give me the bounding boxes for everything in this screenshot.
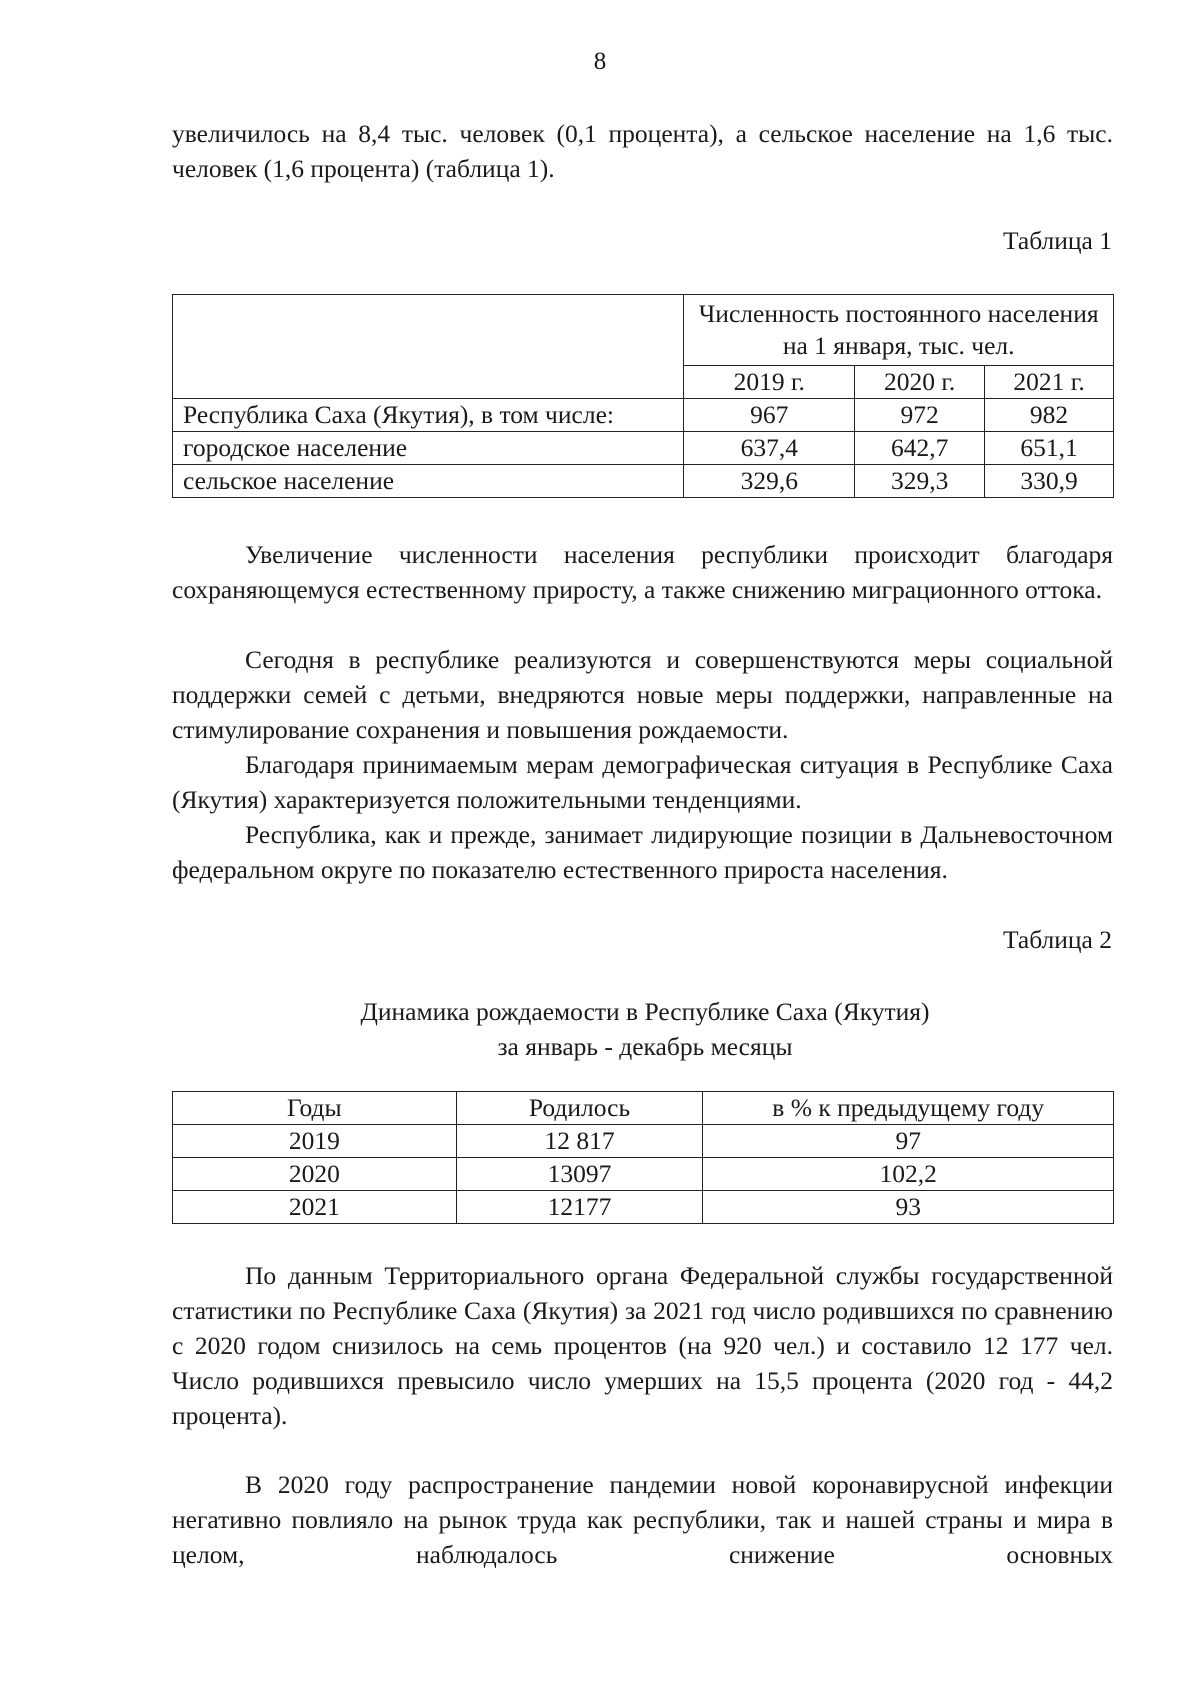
intro-paragraph: увеличилось на 8,4 тыс. человек (0,1 процента), а сельское население на 1,6 тыс. человек (1,6 процента) (таблица 1).: [172, 119, 1113, 183]
population-table: [172, 294, 1114, 498]
table2-caption: Таблица 2: [1002, 925, 1112, 954]
header-years: Годы: [173, 1092, 457, 1125]
table-header-row: [173, 1092, 1114, 1125]
header-born: Родилось: [456, 1092, 703, 1125]
cell-value: 651,1: [985, 432, 1114, 465]
cell-value: 329,6: [684, 465, 855, 498]
cell-born: 12177: [456, 1191, 703, 1224]
paragraph-pandemic: В 2020 году распространение пандемии новой коронавирусной инфекции негативно повлияло на рынок труда как республики, так и нашей страны и мира в целом, наблюдалось снижение основных: [172, 1470, 1113, 1569]
cell-percent: 93: [703, 1191, 1114, 1224]
table-header-row: [173, 295, 1114, 366]
cell-value: 329,3: [855, 465, 985, 498]
birth-rate-table: [172, 1091, 1114, 1224]
cell-value: 330,9: [985, 465, 1114, 498]
cell-year: 2020: [173, 1158, 457, 1191]
table-group-header: Численность постоянного населения на 1 января, тыс. чел.: [684, 295, 1114, 366]
year-header-2020: 2020 г.: [855, 366, 985, 399]
table-empty-header-cell: [173, 295, 684, 399]
cell-value: 972: [855, 399, 985, 432]
year-header-2019: 2019 г.: [684, 366, 855, 399]
cell-value: 642,7: [855, 432, 985, 465]
table2-title: Динамика рождаемости в Республике Саха (Якутия): [360, 997, 930, 1026]
row-label: сельское население: [173, 465, 684, 498]
year-header-2021: 2021 г.: [985, 366, 1114, 399]
paragraph-statistics: По данным Территориального органа Федеральной службы государственной статистики по Республике Саха (Якутия) за 2021 год число родившихся по сравнению с 2020 годом снизилось на семь процентов (на 920 чел.) и составило 12 177 чел. Число родившихся превысило число умерших на 15,5 процента (2020 год - 44,2 процента).: [172, 1261, 1113, 1430]
table-row: [173, 1191, 1114, 1224]
cell-born: 13097: [456, 1158, 703, 1191]
row-label: Республика Саха (Якутия), в том числе:: [173, 399, 684, 432]
cell-value: 637,4: [684, 432, 855, 465]
cell-percent: 102,2: [703, 1158, 1114, 1191]
header-percent: в % к предыдущему году: [703, 1092, 1114, 1125]
table2-subtitle: за январь - декабрь месяцы: [497, 1032, 793, 1061]
table1-caption: Таблица 1: [1002, 226, 1112, 255]
table-row: [173, 1158, 1114, 1191]
cell-value: 982: [985, 399, 1114, 432]
table-row: [173, 1125, 1114, 1158]
cell-year: 2021: [173, 1191, 457, 1224]
page-number: 8: [593, 48, 607, 75]
paragraph-situation: Благодаря принимаемым мерам демографическая ситуация в Республике Саха (Якутия) характеризуется положительными тенденциями.: [172, 750, 1113, 814]
paragraph-leadership: Республика, как и прежде, занимает лидирующие позиции в Дальневосточном федеральном округе по показателю естественного прироста населения.: [172, 820, 1113, 884]
cell-value: 967: [684, 399, 855, 432]
table-row: [173, 399, 1114, 432]
table-row: [173, 432, 1114, 465]
cell-born: 12 817: [456, 1125, 703, 1158]
cell-year: 2019: [173, 1125, 457, 1158]
row-label: городское население: [173, 432, 684, 465]
cell-percent: 97: [703, 1125, 1114, 1158]
table-row: [173, 465, 1114, 498]
paragraph-growth: Увеличение численности населения республики происходит благодаря сохраняющемуся естественному приросту, а также снижению миграционного оттока.: [172, 540, 1113, 604]
paragraph-support: Сегодня в республике реализуются и совершенствуются меры социальной поддержки семей с детьми, внедряются новые меры поддержки, направленные на стимулирование сохранения и повышения рождаемости.: [172, 645, 1113, 744]
